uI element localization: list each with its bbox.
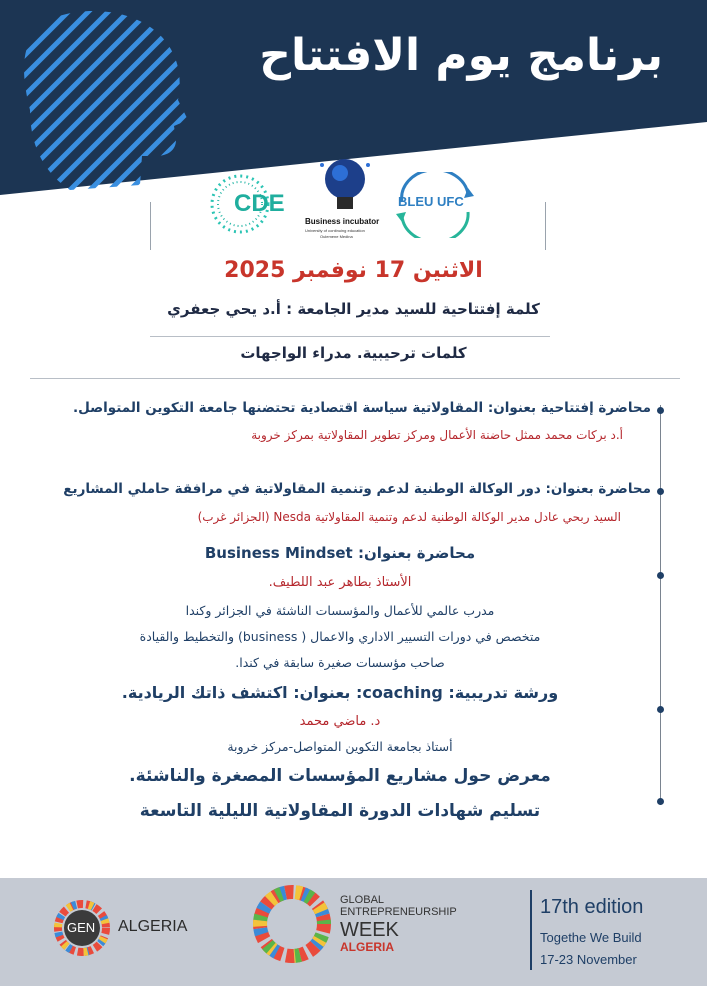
workshop-bio: أستاذ بجامعة التكوين المتواصل-مركز خروبة <box>227 739 453 754</box>
footer-divider <box>530 890 532 970</box>
timeline-dot <box>657 798 664 805</box>
page-title: برنامج يوم الافتتاح <box>259 30 663 81</box>
gew-ring-icon <box>252 884 332 964</box>
lightbulb-icon <box>300 155 390 215</box>
bleu-ufc-logo: BLEU UFC <box>392 172 478 238</box>
timeline-line <box>660 405 661 805</box>
cde-logo: CDE <box>206 170 296 238</box>
divider <box>150 336 550 337</box>
timeline-dot <box>657 407 664 414</box>
talk3-bio-line: مدرب عالمي للأعمال والمؤسسات الناشئة في الجزائر وكندا <box>185 603 495 618</box>
edition: 17th edition <box>540 896 644 918</box>
gew-line: GLOBAL <box>340 894 385 906</box>
talk3-speaker: الأستاذ بطاهر عبد اللطيف. <box>268 575 412 590</box>
certificates: تسليم شهادات الدورة المقاولاتية الليلية التاسعة <box>139 801 541 821</box>
timeline-dot <box>657 706 664 713</box>
talk3-bio-line: صاحب مؤسسات صغيرة سابقة في كندا. <box>235 655 445 670</box>
timeline-dot <box>657 572 664 579</box>
gew-week: WEEK <box>340 919 399 941</box>
gen-logo: GEN <box>52 898 112 958</box>
timeline-dot <box>657 488 664 495</box>
gen-algeria-text: ALGERIA <box>118 918 188 935</box>
business-incubator-logo: Business incubator University of continuing education Oulemene Medina <box>300 155 390 245</box>
opening-speech: كلمة إفتتاحية للسيد مدير الجامعة : أ.د يحي جعفري <box>167 300 540 318</box>
workshop-speaker: د. ماضي محمد <box>299 714 381 729</box>
exhibition: معرض حول مشاريع المؤسسات المصغرة والناشئة. <box>129 766 551 786</box>
footer <box>0 878 707 986</box>
talk2-title: محاضرة بعنوان: دور الوكالة الوطنية لدعم وتنمية المقاولاتية في مرافقة حاملي المشاريع <box>63 481 651 497</box>
talk3-bio-line: متخصص في دورات التسيير الاداري والاعمال ( business) والتخطيط والقيادة <box>139 629 541 644</box>
talk3-title: محاضرة بعنوان: Business Mindset <box>204 544 476 562</box>
gew-logo <box>252 884 332 964</box>
event-date: الاثنين 17 نوفمبر 2025 <box>224 258 483 283</box>
workshop-title: ورشة تدريبية: coaching: بعنوان: اكتشف ذاتك الريادية. <box>121 683 559 702</box>
gew-algeria: ALGERIA <box>340 940 394 954</box>
tagline: Togethe We Build <box>540 930 642 945</box>
divider <box>150 202 151 250</box>
divider <box>30 378 680 379</box>
gew-line: ENTREPRENEURSHIP <box>340 906 457 918</box>
welcome-words: كلمات ترحيبية. مدراء الواجهات <box>240 344 467 362</box>
talk1-title: محاضرة إفتتاحية بعنوان: المقاولاتية سياسة اقتصادية تحتضنها جامعة التكوين المتواصل. <box>72 400 651 416</box>
event-dates: 17-23 November <box>540 952 637 967</box>
divider <box>545 202 546 250</box>
talk2-speaker: السيد ربحي عادل مدير الوكالة الوطنية لدعم وتنمية المقاولاتية Nesda (الجزائر غرب) <box>197 510 621 524</box>
talk1-speaker: أ.د بركات محمد ممثل حاضنة الأعمال ومركز تطوير المقاولاتية بمركز خروبة <box>251 428 623 442</box>
